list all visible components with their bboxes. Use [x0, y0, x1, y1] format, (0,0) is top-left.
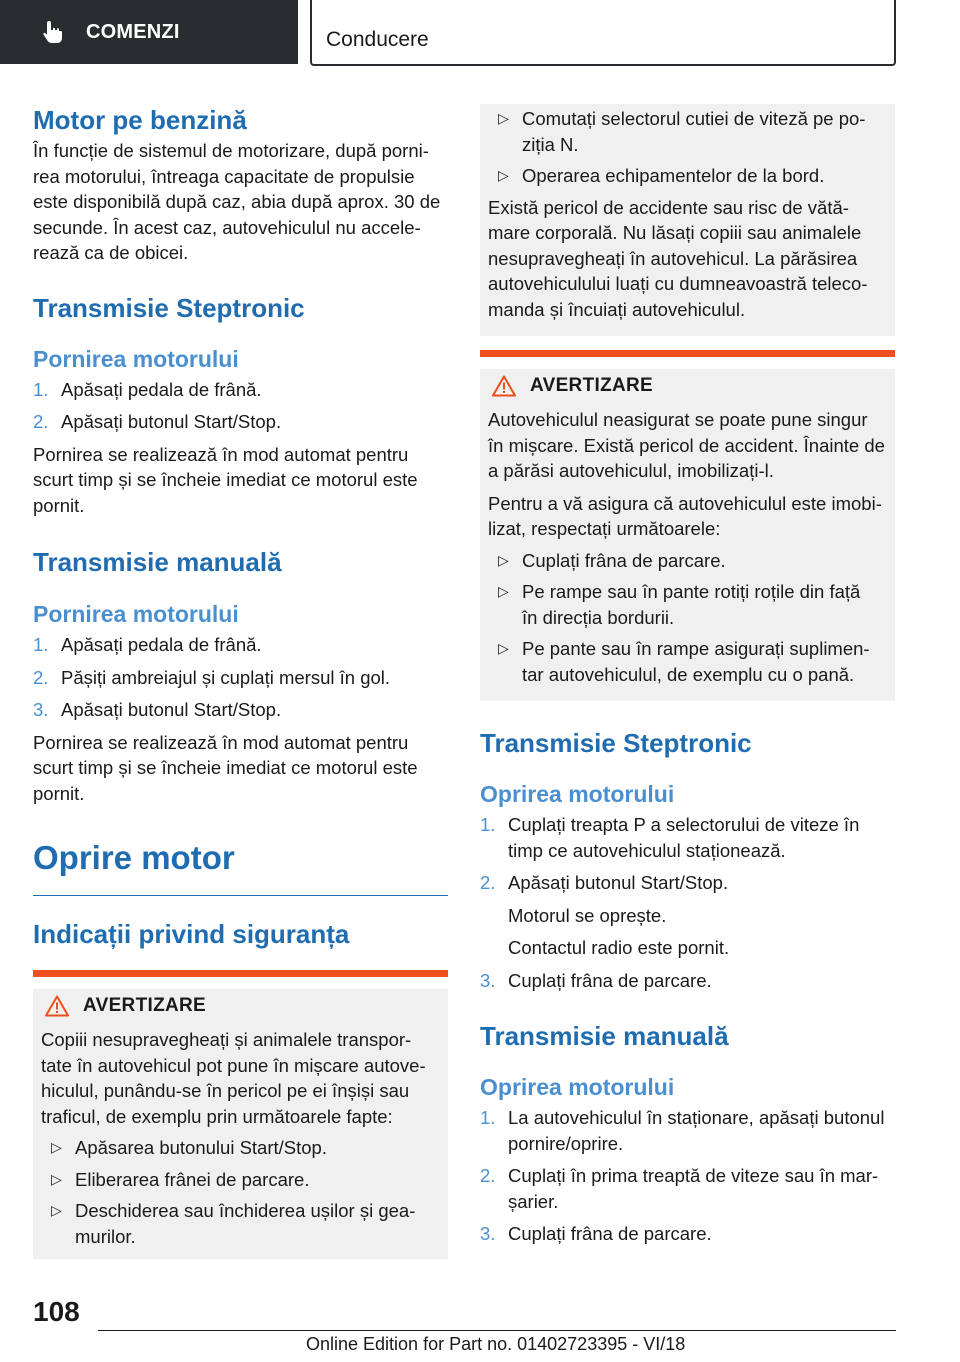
heading-motor-benzina: Motor pe benzină [33, 105, 247, 135]
subheading-oprire: Oprirea motorului [480, 1074, 675, 1100]
footer-edition: Online Edition for Part no. 01402723395 - VI/18 [306, 1334, 686, 1354]
warning-text [488, 407, 887, 484]
text-line: este disponibilă după caz, abia după aprox. 30 de [33, 191, 441, 212]
step-text: șarier. [508, 1190, 559, 1212]
text-line: pornit. [33, 782, 85, 804]
text-line: rea motorului, întreaga capacitate de propulsie [33, 165, 415, 187]
paragraph-note [33, 442, 448, 519]
text-line: scurt timp și se încheie imediat ce motorul este [33, 757, 418, 778]
list-item [488, 163, 887, 189]
warning-label: AVERTIZARE [83, 995, 206, 1016]
warning-bar [33, 970, 448, 977]
text-line: lizat, respectați următoarele: [488, 518, 721, 539]
list-item [33, 632, 448, 658]
step-text: Apăsați pedala de frână. [61, 378, 262, 400]
bullet-triangle-icon: ▷ [498, 583, 509, 599]
step-text: Apăsați pedala de frână. [61, 634, 262, 655]
step-number: 2. [480, 1165, 496, 1186]
heading-oprire-motor: Oprire motor [33, 839, 235, 876]
bullet-text: Pe pante sau în rampe asigurați suplimen- [522, 638, 870, 659]
text-line: în mișcare. Există pericol de accident. Înainte de [488, 434, 885, 456]
list-item [41, 1167, 440, 1193]
warning-text [488, 491, 887, 542]
step-number: 1. [480, 814, 496, 835]
warning-text [41, 1027, 440, 1129]
step-number: 3. [480, 1223, 496, 1244]
warning-box [480, 369, 895, 701]
list-item [33, 377, 448, 403]
step-text: Cuplați frâna de parcare. [508, 1223, 712, 1244]
warning-label: AVERTIZARE [530, 375, 653, 396]
bullet-list [488, 548, 887, 688]
step-number: 3. [480, 969, 496, 991]
list-item [480, 1163, 895, 1214]
list-item [488, 106, 887, 157]
chapter-tab[interactable] [0, 0, 298, 64]
steps-list [480, 1105, 895, 1247]
step-text: Cuplați în prima treaptă de viteze sau în mar- [508, 1165, 879, 1186]
list-item [33, 409, 448, 435]
heading-manual-stop: Transmisie manuală [480, 1021, 729, 1051]
bullet-text: Deschiderea sau închiderea ușilor și gea- [75, 1200, 416, 1221]
steps-list [480, 812, 895, 896]
list-item [33, 697, 448, 723]
bullet-triangle-icon: ▷ [51, 1202, 62, 1218]
text-line: manda și încuiați autovehiculul. [488, 298, 746, 320]
bullet-triangle-icon: ▷ [51, 1139, 62, 1155]
heading-steptronic: Transmisie Steptronic [33, 292, 305, 323]
text-line: rează ca de obicei. [33, 242, 189, 263]
heading-manual: Transmisie manuală [33, 547, 282, 577]
list-item [480, 968, 895, 994]
text-line: nesupravegheați în autovehicul. La părăsirea [488, 247, 858, 269]
subheading-oprire: Oprirea motorului [480, 781, 675, 807]
steps-list [33, 632, 448, 723]
step-text: timp ce autovehiculul staționează. [508, 839, 786, 861]
paragraph-note [33, 730, 448, 807]
list-item [480, 1221, 895, 1247]
bullet-text: în direcția bordurii. [522, 606, 675, 628]
chapter-label: COMENZI [86, 20, 180, 43]
footer-rule [98, 1330, 896, 1331]
text-line: pornit. [33, 494, 85, 516]
step-text: pornire/oprire. [508, 1132, 624, 1154]
text-line: hiculul, punându-se în pericol pe ei înșiși sau [41, 1080, 410, 1101]
step-text: Pășiți ambreiajul și cuplați mersul în gol. [61, 666, 391, 688]
step-number: 1. [480, 1107, 496, 1128]
text-line: Pentru a vă asigura că autovehiculul este imobi- [488, 492, 882, 514]
step-text: La autovehiculul în staționare, apăsați butonul [508, 1107, 885, 1128]
warning-triangle-icon [45, 995, 69, 1017]
steps-list [33, 377, 448, 435]
list-item [480, 870, 895, 896]
text-line: mare corporală. Nu lăsați copiii sau animalele [488, 222, 862, 243]
bullet-text: Cuplați frâna de parcare. [522, 549, 726, 571]
text-line: a părăsi autovehiculul, imobilizați-l. [488, 460, 774, 481]
step-text: Apăsați butonul Start/Stop. [508, 872, 729, 893]
bullet-triangle-icon: ▷ [498, 110, 509, 126]
step-number: 3. [33, 699, 49, 720]
bullet-text: Apăsarea butonului Start/Stop. [75, 1137, 327, 1158]
subheading-pornire: Pornirea motorului [33, 345, 239, 372]
warning-text [488, 195, 887, 323]
bullet-triangle-icon: ▷ [498, 167, 509, 183]
step-text: Apăsați butonul Start/Stop. [61, 411, 282, 432]
list-item [488, 548, 887, 574]
bullet-text: Pe rampe sau în pante rotiți roțile din față [522, 581, 861, 602]
page-number: 108 [33, 1296, 80, 1327]
step-number: 1. [33, 634, 49, 655]
list-item [488, 636, 887, 687]
text-line: Există pericol de accidente sau risc de vătă- [488, 196, 849, 218]
warning-header [41, 989, 440, 1023]
list-item [33, 665, 448, 691]
text-line: Copiii nesupravegheați și animalele transpor- [41, 1029, 412, 1050]
bullet-triangle-icon: ▷ [498, 551, 509, 568]
bullet-text: ziția N. [522, 133, 579, 155]
step-text: Cuplați treapta P a selectorului de viteze în [508, 814, 860, 835]
step-subtext: Contactul radio este pornit. [508, 937, 730, 958]
step-number: 2. [33, 666, 49, 688]
step-number: 2. [33, 411, 49, 432]
step-text: Cuplați frâna de parcare. [508, 969, 712, 991]
steps-list [480, 968, 895, 994]
bullet-triangle-icon: ▷ [498, 640, 509, 656]
heading-rule [33, 895, 448, 896]
text-line: tate în autovehicul pot pune în mișcare autove- [41, 1054, 426, 1076]
heading-steptronic-stop: Transmisie Steptronic [480, 728, 752, 758]
list-item [480, 812, 895, 863]
list-item [41, 1135, 440, 1161]
bullet-text: tar autovehiculul, de exemplu cu o pană. [522, 663, 855, 685]
warning-bar [480, 350, 895, 357]
warning-triangle-icon [492, 375, 516, 397]
warning-box-continued [480, 104, 895, 336]
text-line: secunde. În acest caz, autovehiculul nu accele- [33, 216, 421, 238]
bullet-list [41, 1135, 440, 1249]
bullet-list [488, 106, 887, 189]
text-line: autovehiculului luați cu dumneavoastră teleco- [488, 273, 868, 294]
text-line: Pornirea se realizează în mod automat pentru [33, 443, 409, 465]
subheading-pornire: Pornirea motorului [33, 601, 239, 627]
text-line: traficul, de exemplu prin următoarele fapte: [41, 1105, 393, 1127]
step-number: 1. [33, 378, 49, 400]
step-number: 2. [480, 872, 496, 893]
text-line: Autovehiculul neasigurat se poate pune singur [488, 409, 868, 430]
hand-pointer-icon [40, 19, 66, 45]
bullet-text: Operarea echipamentelor de la bord. [522, 165, 825, 186]
list-item [480, 1105, 895, 1156]
warning-header [488, 369, 887, 403]
bullet-text: Eliberarea frânei de parcare. [75, 1168, 310, 1190]
section-tab[interactable] [310, 0, 896, 66]
list-item [488, 579, 887, 630]
heading-safety: Indicații privind siguranța [33, 919, 350, 949]
bullet-triangle-icon: ▷ [51, 1170, 62, 1187]
bullet-text: murilor. [75, 1225, 136, 1247]
text-line: scurt timp și se încheie imediat ce motorul este [33, 469, 418, 490]
text-line: Pornirea se realizează în mod automat pentru [33, 731, 409, 753]
bullet-text: Comutați selectorul cutiei de viteză pe po- [522, 108, 866, 129]
right-column [480, 104, 895, 1247]
warning-box [33, 989, 448, 1259]
list-item [41, 1198, 440, 1249]
left-column [33, 104, 448, 1259]
step-subtext: Motorul se oprește. [508, 904, 667, 926]
text-line: În funcție de sistemul de motorizare, după porni- [33, 140, 429, 161]
section-label: Conducere [326, 28, 429, 51]
step-text: Apăsați butonul Start/Stop. [61, 699, 282, 720]
paragraph-motor-benzina [33, 138, 448, 266]
